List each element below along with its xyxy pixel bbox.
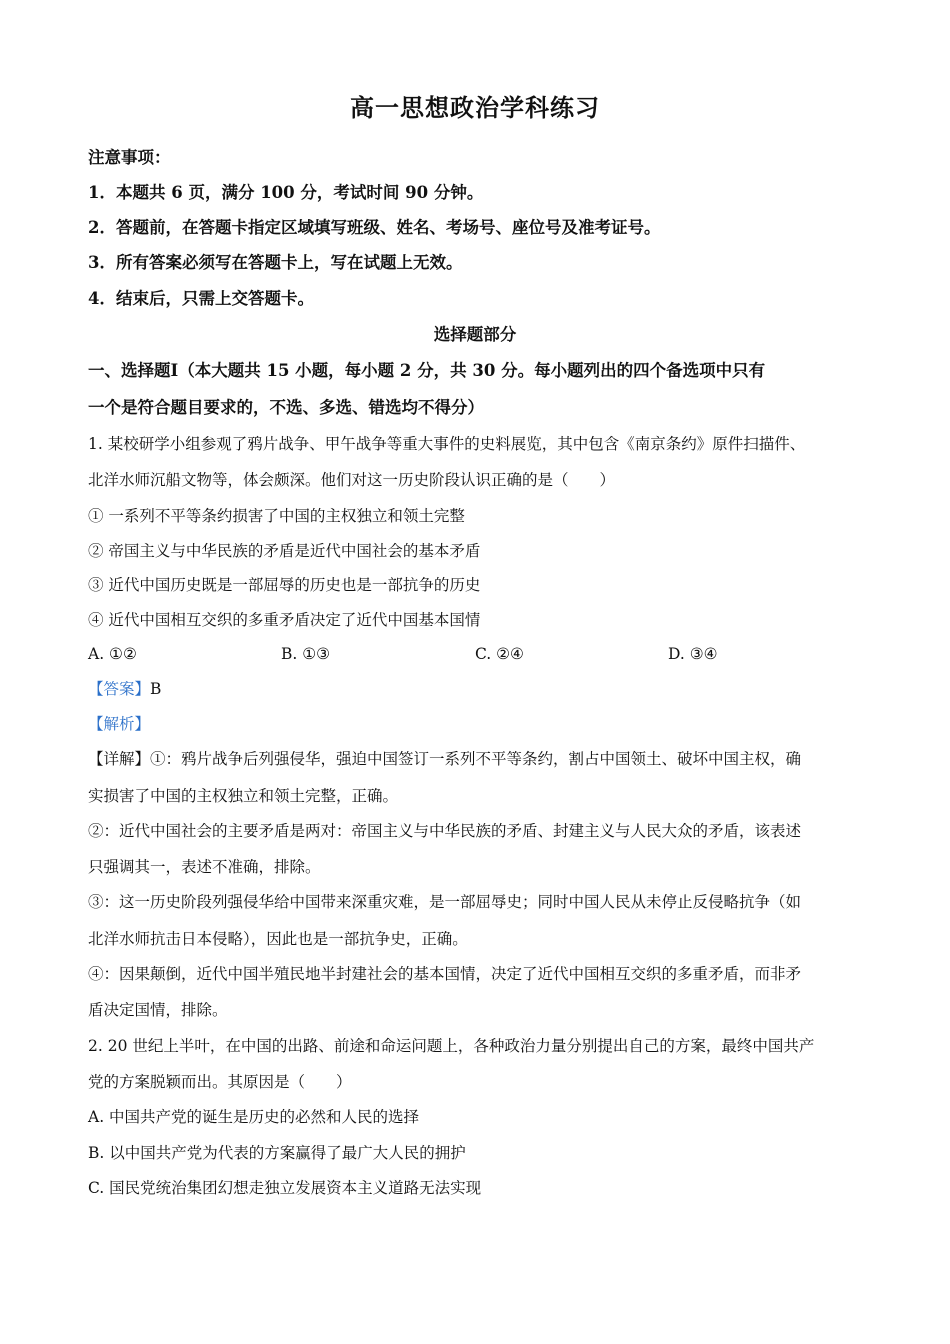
notice-heading: 注意事项： xyxy=(88,148,171,167)
q1-detail-line: ③：这一历史阶段列强侵华给中国带来深重灾难，是一部屈辱史；同时中国人民从未停止反侵略抗争（如 xyxy=(88,893,802,911)
notice-item: 1．本题共 6 页，满分 100 分，考试时间 90 分钟。 xyxy=(88,183,484,202)
q1-detail-line: ④：因果颠倒，近代中国半殖民地半封建社会的基本国情，决定了近代中国相互交织的多重矛盾，而非矛 xyxy=(88,965,802,983)
q2-stem-cont: 党的方案脱颖而出。其原因是（ ） xyxy=(88,1073,352,1091)
q1-stem: 1. 某校研学小组参观了鸦片战争、甲午战争等重大事件的史料展览，其中包含《南京条约》原件扫描件、 xyxy=(88,435,806,453)
q1-detail-line: 盾决定国情，排除。 xyxy=(88,1001,228,1019)
q1-detail-line: 实损害了中国的主权独立和领土完整，正确。 xyxy=(88,787,399,805)
q2-stem: 2. 20 世纪上半叶，在中国的出路、前途和命运问题上，各种政治力量分别提出自己的方案，最终中国共产 xyxy=(88,1037,815,1055)
q1-statement: ② 帝国主义与中华民族的矛盾是近代中国社会的基本矛盾 xyxy=(88,542,481,560)
q1-statement: ④ 近代中国相互交织的多重矛盾决定了近代中国基本国情 xyxy=(88,611,481,629)
q1-statement: ① 一系列不平等条约损害了中国的主权独立和领土完整 xyxy=(88,507,465,525)
q1-option-b: B. ①③ xyxy=(281,645,331,663)
q1-answer-row xyxy=(88,678,161,700)
q1-detail-line: ②：近代中国社会的主要矛盾是两对：帝国主义与中华民族的矛盾、封建主义与人民大众的矛盾，该表述 xyxy=(88,822,802,840)
notice-item: 3．所有答案必须写在答题卡上，写在试题上无效。 xyxy=(88,253,463,272)
q1-statement: ③ 近代中国历史既是一部屈辱的历史也是一部抗争的历史 xyxy=(88,576,481,594)
analysis-tag: 【解析】 xyxy=(88,715,151,733)
q1-detail-line: 【详解】①：鸦片战争后列强侵华，强迫中国签订一系列不平等条约，割占中国领土、破坏中国主权，确 xyxy=(88,750,802,768)
q1-detail-line: 只强调其一，表述不准确，排除。 xyxy=(88,858,321,876)
page-title: 高一思想政治学科练习 xyxy=(350,93,600,122)
q2-option-c: C. 国民党统治集团幻想走独立发展资本主义道路无法实现 xyxy=(88,1179,482,1197)
q1-option-d: D. ③④ xyxy=(668,645,718,663)
q2-option-b: B. 以中国共产党为代表的方案赢得了最广大人民的拥护 xyxy=(88,1144,466,1162)
q1-option-a: A. ①② xyxy=(88,645,137,663)
q1-option-c: C. ②④ xyxy=(475,645,524,663)
notice-item: 2．答题前，在答题卡指定区域填写班级、姓名、考场号、座位号及准考证号。 xyxy=(88,218,661,237)
part1-heading-cont: 一个是符合题目要求的，不选、多选、错选均不得分） xyxy=(88,398,484,417)
answer-value: B xyxy=(150,680,162,698)
q1-detail-line: 北洋水师抗击日本侵略），因此也是一部抗争史，正确。 xyxy=(88,930,468,948)
q2-option-a: A. 中国共产党的诞生是历史的必然和人民的选择 xyxy=(88,1108,420,1126)
section-title: 选择题部分 xyxy=(433,325,517,344)
q1-stem-cont: 北洋水师沉船文物等，体会颇深。他们对这一历史阶段认识正确的是（ ） xyxy=(88,471,616,489)
answer-tag: 【答案】 xyxy=(88,680,151,698)
notice-item: 4．结束后，只需上交答题卡。 xyxy=(88,289,314,308)
part1-heading: 一、选择题Ⅰ（本大题共 15 小题，每小题 2 分，共 30 分。每小题列出的四个备选项中只有 xyxy=(88,361,766,380)
